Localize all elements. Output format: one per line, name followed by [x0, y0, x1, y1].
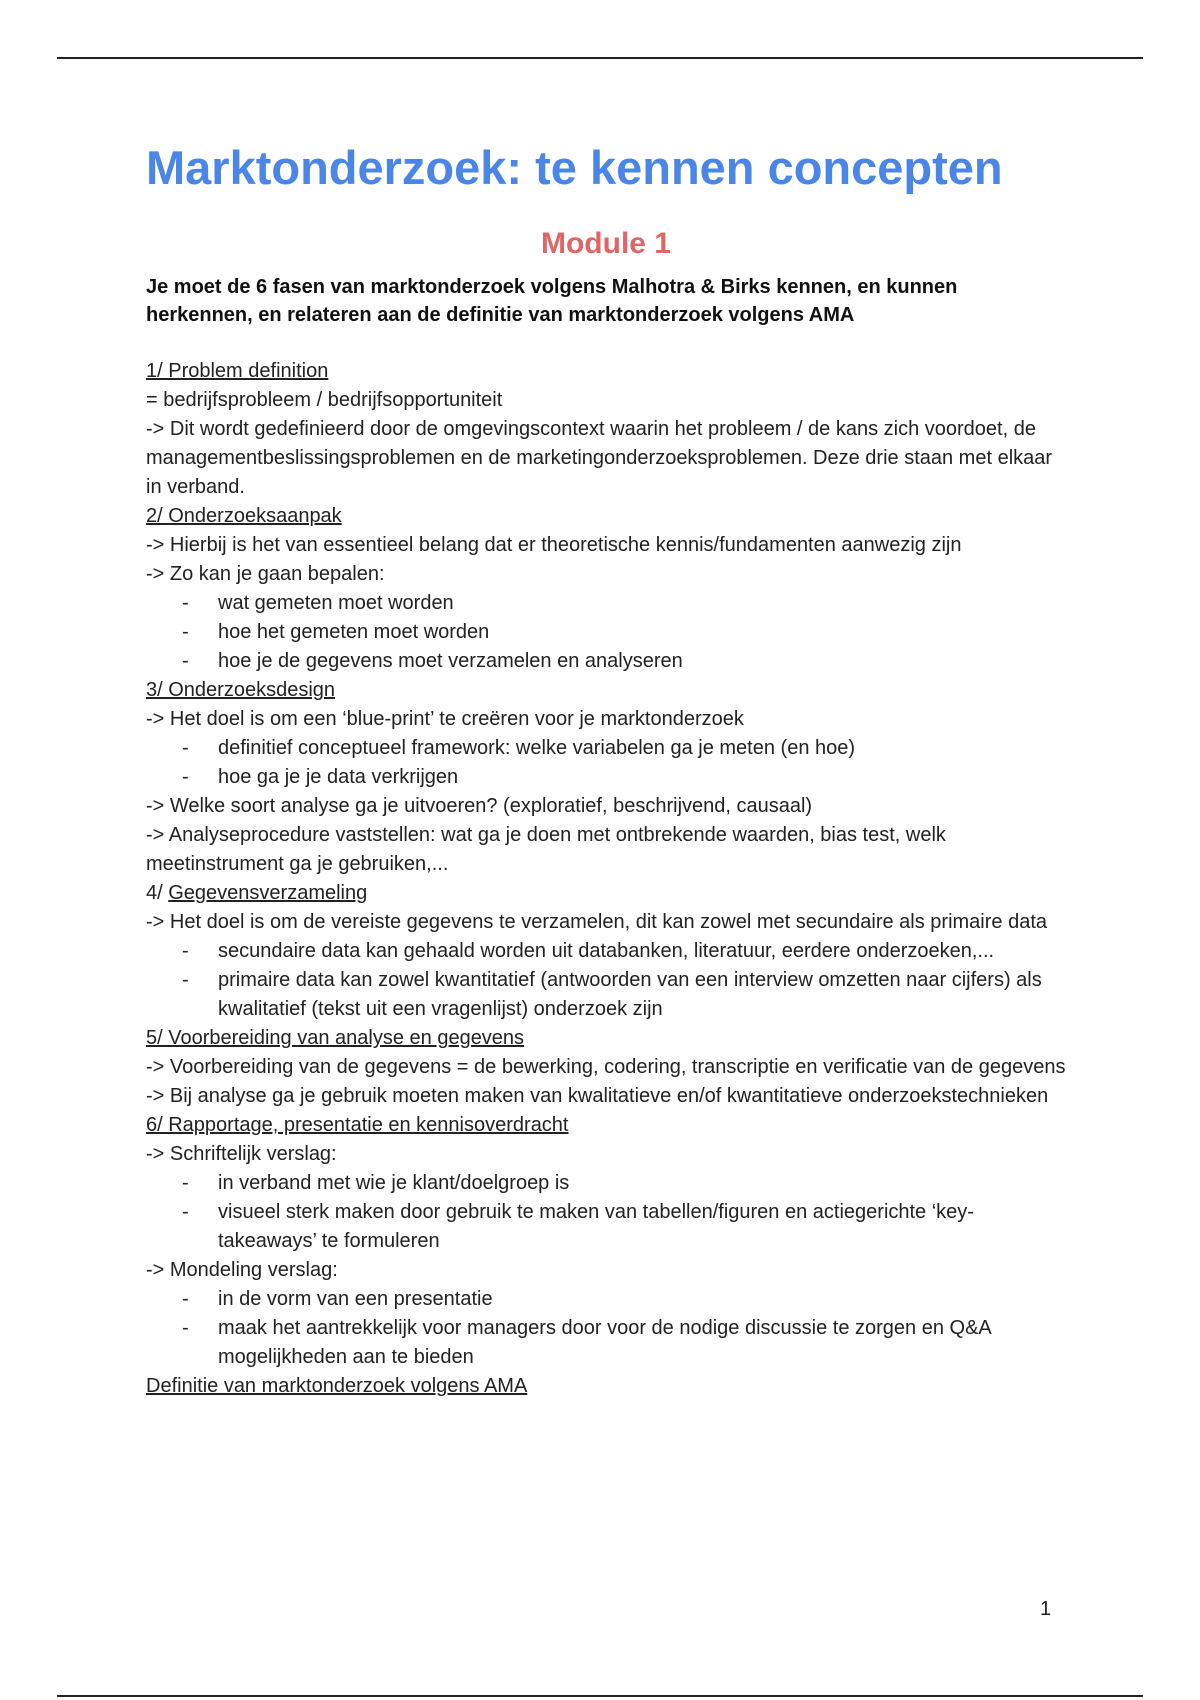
list-item: - visueel sterk maken door gebruik te maken van tabellen/figuren en actiegerichte ‘key-takeaways’ te formuleren — [146, 1198, 1066, 1256]
bullet-dash: - — [182, 969, 189, 992]
document-title: Marktonderzoek: te kennen concepten — [146, 141, 1003, 194]
section-6-list-b — [146, 1285, 1066, 1372]
top-rule — [57, 57, 1143, 59]
list-item: - wat gemeten moet worden — [146, 589, 1066, 618]
section-4-heading: Gegevensverzameling — [168, 882, 368, 905]
section-6-list-a — [146, 1169, 1066, 1256]
section-5-line-2: -> Bij analyse ga je gebruik moeten maken van kwalitatieve en/of kwantitatieve onderzoekstechnieken — [146, 1085, 1049, 1108]
bullet-dash: - — [182, 737, 189, 760]
list-item: - primaire data kan zowel kwantitatief (antwoorden van een interview omzetten naar cijfers) als kwalitatief (tekst uit een vragenlijst) onderzoek zijn — [146, 966, 1066, 1024]
section-4-number: 4/ — [146, 882, 169, 905]
bottom-rule — [57, 1695, 1143, 1697]
section-1-line-2: -> Dit wordt gedefinieerd door de omgevingscontext waarin het probleem / de kans zich voordoet, de managementbeslissingsproblemen en de marketingonderzoeksproblemen. Deze drie staan met elkaar in verband. — [146, 418, 1053, 499]
section-2-list — [146, 589, 1066, 676]
bullet-dash: - — [182, 621, 189, 644]
section-4-heading-row — [146, 879, 1066, 908]
list-item: - in verband met wie je klant/doelgroep is — [146, 1169, 1066, 1198]
definition-heading: Definitie van marktonderzoek volgens AMA — [146, 1375, 528, 1398]
list-item: - maak het aantrekkelijk voor managers door voor de nodige discussie te zorgen en Q&A mogelijkheden aan te bieden — [146, 1314, 1066, 1372]
section-5-heading: 5/ Voorbereiding van analyse en gegevens — [146, 1027, 525, 1050]
section-2-line-1: -> Hierbij is het van essentieel belang dat er theoretische kennis/fundamenten aanwezig zijn — [146, 534, 962, 557]
bullet-dash: - — [182, 592, 189, 615]
bullet-dash: - — [182, 1317, 189, 1340]
list-item: - hoe ga je je data verkrijgen — [146, 763, 1066, 792]
section-3-list — [146, 734, 1066, 792]
bullet-dash: - — [182, 940, 189, 963]
bullet-dash: - — [182, 650, 189, 673]
section-3-line-2: -> Welke soort analyse ga je uitvoeren? (exploratief, beschrijvend, causaal) — [146, 795, 813, 818]
section-3-line-1: -> Het doel is om een ‘blue-print’ te creëren voor je marktonderzoek — [146, 708, 744, 731]
section-3-line-3: -> Analyseprocedure vaststellen: wat ga je doen met ontbrekende waarden, bias test, welk meetinstrument ga je gebruiken,... — [146, 824, 946, 876]
section-4-list — [146, 937, 1066, 1024]
section-4-line-1: -> Het doel is om de vereiste gegevens te verzamelen, dit kan zowel met secundaire als primaire data — [146, 911, 1048, 934]
bullet-dash: - — [182, 1172, 189, 1195]
section-5-line-1: -> Voorbereiding van de gegevens = de bewerking, codering, transcriptie en verificatie van de gegevens — [146, 1056, 1066, 1079]
list-item: - secundaire data kan gehaald worden uit databanken, literatuur, eerdere onderzoeken,... — [146, 937, 1066, 966]
bullet-dash: - — [182, 1288, 189, 1311]
section-6-heading: 6/ Rapportage, presentatie en kennisoverdracht — [146, 1114, 569, 1137]
section-1-line-1: = bedrijfsprobleem / bedrijfsopportuniteit — [146, 389, 503, 412]
list-item: - definitief conceptueel framework: welke variabelen ga je meten (en hoe) — [146, 734, 1066, 763]
section-1-heading: 1/ Problem definition — [146, 360, 329, 383]
module-heading: Module 1 — [540, 227, 671, 261]
section-3-heading: 3/ Onderzoeksdesign — [146, 679, 336, 702]
bullet-dash: - — [182, 1201, 189, 1224]
list-item: - in de vorm van een presentatie — [146, 1285, 1066, 1314]
section-6-line-2: -> Mondeling verslag: — [146, 1259, 338, 1282]
section-6-line-1: -> Schriftelijk verslag: — [146, 1143, 337, 1166]
document-body — [146, 140, 1066, 1401]
list-item: - hoe je de gegevens moet verzamelen en analyseren — [146, 647, 1066, 676]
section-2-heading: 2/ Onderzoeksaanpak — [146, 505, 342, 528]
page-number: 1 — [1040, 1598, 1052, 1620]
section-2-line-2: -> Zo kan je gaan bepalen: — [146, 563, 385, 586]
list-item: - hoe het gemeten moet worden — [146, 618, 1066, 647]
intro-paragraph: Je moet de 6 fasen van marktonderzoek volgens Malhotra & Birks kennen, en kunnen herkennen, en relateren aan de definitie van marktonderzoek volgens AMA — [146, 276, 958, 327]
bullet-dash: - — [182, 766, 189, 789]
